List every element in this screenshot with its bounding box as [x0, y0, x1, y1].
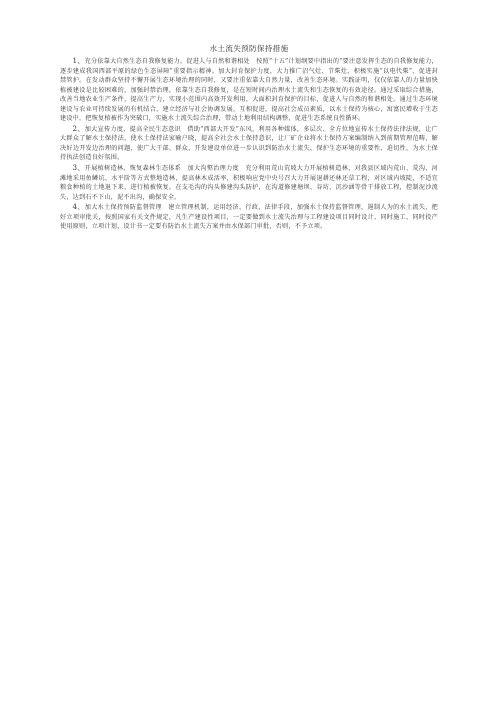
paragraph-3 [60, 163, 438, 202]
document-body [60, 44, 438, 232]
paragraph-1-number: 1、 [72, 56, 85, 65]
paragraph-3-text: 开展植树造林、恢复森林生态体系 加大沟壑治理力度 充分利用荒山荒坡大力开展植树造林，对我县区域内荒山、荒沟、河滩地采用鱼鳞坑、水平阶等方式整地造林，提高林木成活率，积极响应党中央号召大力开展退耕还林还草工程，对区域内坡陡，不适宜粮食种植的土地退下来，进行植被恢复。在支毛沟的沟头修建沟头防护，在沟道修建塘坝、谷坊、沉沙涵等骨干排放工程，控制泥沙流失，达到石不下山，泥不出沟，确保安全。 [60, 165, 439, 201]
paragraph-4 [60, 202, 438, 232]
paragraph-4-number: 4、 [72, 202, 85, 212]
document-title: 水土流失预防保持措施 [209, 44, 289, 53]
paragraph-4-text: 加大水土保持预防监督管理 建立管理机制，运用经济、行政、法律手段，加强水土保持监督管理，遏制人为的水土流失，把好立项审批关，按照国家有关文件规定，凡生产建设性项目，一定要做到水土流失治理与工程建设项目同时设计、同时施工、同时投产使用原则，立项计划，设计书一定要有防治水土流失方案并由水保部门审批，否则，不予立项。 [60, 204, 439, 231]
paragraph-1 [60, 56, 438, 124]
paragraph-2 [60, 124, 438, 163]
paragraph-2-text: 加大宣传力度，提高全民生态意识 借助“西部大开发”东风，利用各种媒体，多层次、全方位地宣传水土保持法律法规，让广大群众了解水土保持法，使水土保持法家喻户晓，提高全社会水土保持意识，让厂矿企业将水土保持方案编制纳入到前期管理范畴，解决好边开发边治理的问题，使广大干部、群众、开发建设单位进一步认识到防治水土流失、保护生态环境的重要性、迫切性，为水土保持执法创造良好氛围。 [60, 125, 439, 162]
paragraph-2-number: 2、 [72, 123, 85, 133]
paragraph-1-text: 充分依靠大自然生态自我修复能力，促进人与自然和谐相处 按照“十五”计划纲要中指出的“要注意发挥生态的自我修复能力，逐步建成我国西部平原的绿色生态屏障”重要指示精神。加大封育保护力度，大力推广沼气灶、节柴灶，积极实施“以电代柴”，促进封禁管护。在发动群众坚持不懈开展生态环境治理的同时，又要注重依靠大自然力量，改善生态环境。实践证明，仅仅依靠人的力量加快植被建设是比较困难的，加强封禁治理，依靠生态自我修复，是在短时间内治理水土流失和生态恢复的有效途径。通过采取综合措施，改善当地农业生产条件，提高生产力，实现小范围内高效开发利用，大面积封育保护的目标，促进人与自然的和谐相处。通过生态环境建设与农业可持续发展的有机结合，建立经济与社会协调发展，互相促进，提高社会成员素质，以水土保持为核心，寓富民增收于生态建设中，把恢复植被作为突破口，实施水土流失综合治理，带动土地利用结构调整，促进生态系统良性循环。 [60, 58, 438, 123]
paragraph-3-number: 3、 [72, 163, 85, 173]
